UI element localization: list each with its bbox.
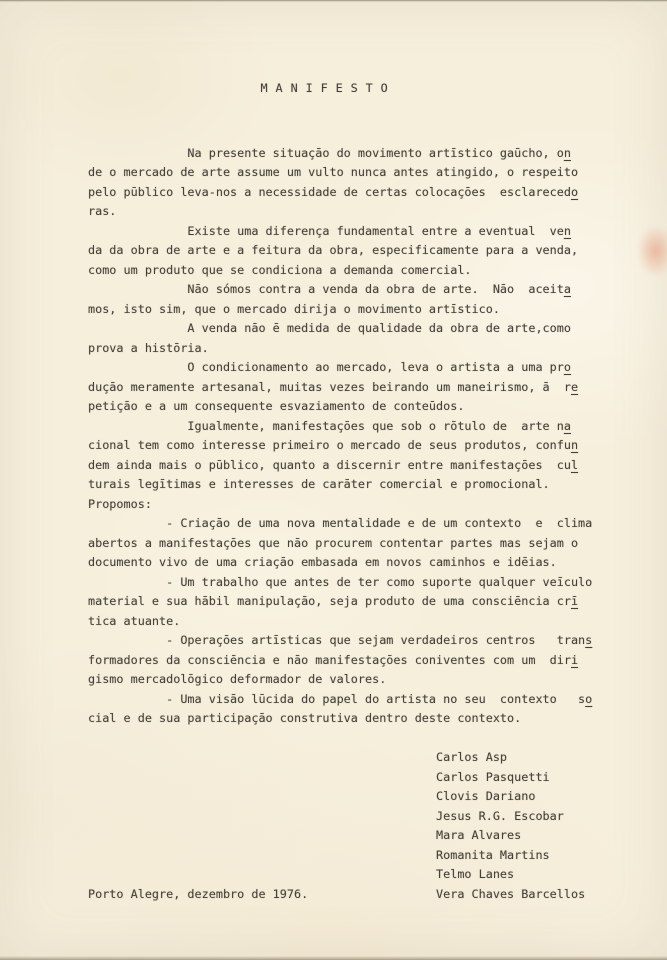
- document-line: [88, 651, 592, 671]
- signature-line: [88, 787, 592, 807]
- text-segment: Nāo sómos contra a venda da obra de arte. Nāo aceit: [88, 282, 564, 296]
- signature: Vera Chaves Barcellos: [436, 886, 586, 901]
- text-segment: petiçāo e a um consequente esvaziamento de conteūdos.: [88, 399, 465, 413]
- text-segment: - Operaçōes artīsticas que sejam verdadeiros centros tran: [88, 633, 586, 647]
- signature: Clovis Dariano: [88, 789, 536, 803]
- text-segment: Igualmente, manifestaçōes que sob o rōtulo de arte n: [88, 418, 564, 433]
- signature: Carlos Asp: [88, 750, 508, 764]
- document-line: [88, 573, 592, 593]
- text-segment: da da obra de arte e a feitura da obra, especificamente para a venda,: [88, 243, 579, 257]
- signature: Telmo Lanes: [88, 867, 515, 881]
- hyphenation-underlined-letter: n: [563, 145, 571, 160]
- hyphenation-underlined-letter: e: [570, 379, 579, 394]
- hyphenation-underlined-letter: n: [570, 438, 579, 452]
- text-segment: documento vivo de uma criaçāo embasada em novos caminhos e idēias.: [88, 555, 557, 569]
- document-line: [88, 300, 592, 320]
- document-line: [88, 475, 592, 495]
- spacer: [308, 887, 436, 901]
- document-line: [88, 436, 592, 456]
- document-line: [88, 280, 592, 300]
- text-segment: Existe uma diferença fundamental entre a eventual ve: [88, 223, 564, 238]
- title-text: M A N I F E S T O: [88, 81, 389, 95]
- document-line: [88, 534, 592, 554]
- document-line: [88, 670, 592, 690]
- document-line: [88, 592, 592, 612]
- text-segment: gismo mercadolōgico deformador de valores.: [88, 672, 387, 686]
- text-segment: prova a histōria.: [88, 340, 209, 355]
- photo-bottom-edge-shadow: [0, 956, 667, 960]
- text-segment: - Um trabalho que antes de ter como suporte qualquer veīculo: [88, 574, 593, 589]
- text-segment: - Uma visāo lūcida do papel do artista no seu contexto s: [88, 691, 586, 706]
- document-line: [88, 202, 592, 222]
- hyphenation-underlined-letter: a: [563, 282, 571, 296]
- document-line: [88, 241, 592, 261]
- signature: Romanita Martins: [88, 847, 550, 862]
- hyphenation-underlined-letter: i: [570, 652, 579, 667]
- document-line: [88, 612, 592, 632]
- document-line: [88, 631, 592, 651]
- hyphenation-underlined-letter: s: [585, 633, 593, 647]
- text-segment: Na presente situaçāo do movimento artīstico gaūcho, o: [88, 145, 564, 160]
- document-line: [88, 397, 592, 417]
- photo-top-edge-shadow: [0, 0, 667, 2]
- hyphenation-underlined-letter: a: [563, 418, 571, 433]
- document-line: [88, 417, 592, 437]
- document-text: [88, 79, 592, 904]
- text-segment: tica atuante.: [88, 613, 181, 628]
- text-segment: turais legītimas e interesses de carāter comercial e promocional.: [88, 477, 550, 491]
- text-segment: cial e de sua participaçāo construtiva dentro deste contexto.: [88, 711, 522, 725]
- text-segment: pelo pūblico leva-nos a necessidade de certas colocaçōes esclareced: [88, 184, 571, 199]
- document-title: [88, 79, 592, 99]
- document-line: [88, 709, 592, 729]
- document-line: [88, 261, 592, 281]
- document-line: [88, 358, 592, 378]
- text-segment: A venda nāo ē medida de qualidade da obra de arte,como: [88, 321, 571, 335]
- text-segment: Propomos:: [88, 496, 152, 511]
- text-segment: de o mercado de arte assume um vulto nunca antes atingido, o respeito: [88, 165, 579, 179]
- document-line: [88, 144, 592, 164]
- blank-line: [88, 124, 592, 144]
- document-line: [88, 183, 592, 203]
- hyphenation-underlined-letter: o: [570, 184, 579, 199]
- text-segment: mos, isto sim, que o mercado dirija o movimento artīstico.: [88, 301, 500, 316]
- document-line: [88, 319, 592, 339]
- text-segment: material e sua hābil manipulaçāo, seja produto de uma consciēncia cr: [88, 594, 571, 608]
- hyphenation-underlined-letter: n: [563, 223, 571, 238]
- signature-line: [88, 865, 592, 885]
- text-segment: O condicionamento ao mercado, leva o artista a uma pr: [88, 360, 564, 374]
- hyphenation-underlined-letter: ī: [570, 594, 579, 608]
- signature-line: [88, 748, 592, 768]
- signature: Jesus R.G. Escobar: [88, 808, 564, 823]
- document-line: [88, 495, 592, 515]
- text-segment: abertos a manifestaçōes que nāo procurem contentar partes mas sejam o: [88, 535, 579, 550]
- document-line: [88, 553, 592, 573]
- hyphenation-underlined-letter: o: [585, 691, 593, 706]
- blank-line: [88, 729, 592, 749]
- signature: Carlos Pasquetti: [88, 769, 550, 784]
- text-segment: dem ainda mais o pūblico, quanto a discernir entre manifestaçōes cu: [88, 457, 571, 472]
- signature-line: [88, 846, 592, 866]
- text-segment: ras.: [88, 204, 117, 218]
- document-line: [88, 378, 592, 398]
- text-segment: - Criaçāo de uma nova mentalidade e de um contexto e clima: [88, 516, 593, 530]
- text-segment: formadores da consciēncia e nāo manifestaçōes coniventes com um dir: [88, 652, 571, 667]
- signature-line: [88, 807, 592, 827]
- paper-stain: [637, 225, 667, 277]
- signature-line: [88, 768, 592, 788]
- text-segment: duçāo meramente artesanal, muitas vezes beirando um maneirismo, ā r: [88, 379, 571, 394]
- hyphenation-underlined-letter: o: [563, 360, 571, 374]
- blank-line: [88, 105, 592, 125]
- date-signature-line: [88, 885, 592, 905]
- text-segment: como um produto que se condiciona a demanda comercial.: [88, 262, 472, 277]
- document-line: [88, 514, 592, 534]
- document-line: [88, 222, 592, 242]
- text-segment: cional tem como interesse primeiro o mercado de seus produtos, confu: [88, 438, 571, 452]
- document-line: [88, 456, 592, 476]
- hyphenation-underlined-letter: l: [570, 457, 579, 472]
- document-line: [88, 690, 592, 710]
- place-date: Porto Alegre, dezembro de 1976.: [88, 886, 309, 901]
- signature: Mara Alvares: [88, 828, 522, 842]
- document-line: [88, 163, 592, 183]
- document-line: [88, 339, 592, 359]
- signature-line: [88, 826, 592, 846]
